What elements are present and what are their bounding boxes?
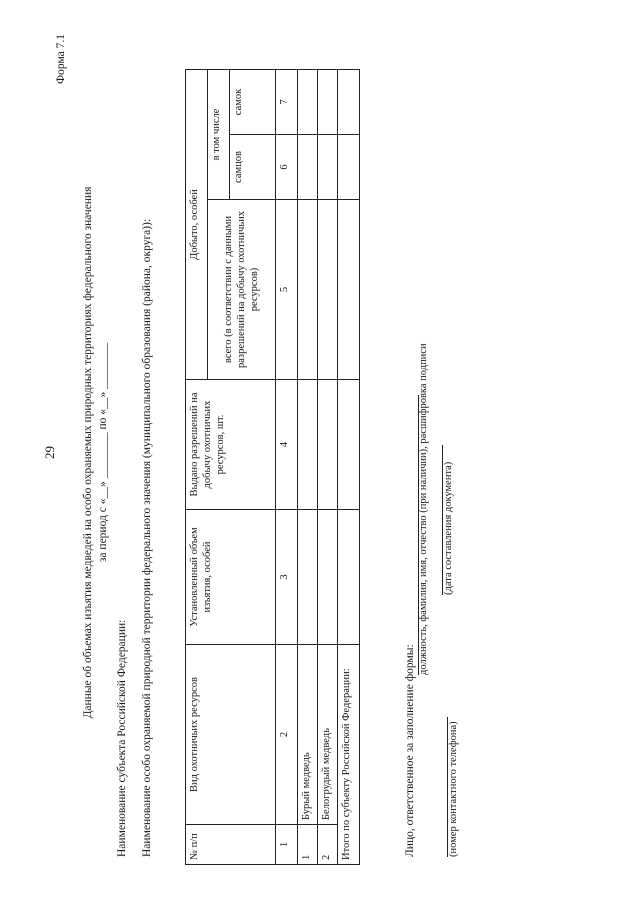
table-row xyxy=(298,69,318,864)
column-number: 5 xyxy=(276,200,298,380)
responsible-label: Лицо, ответственное за заполнение формы: xyxy=(404,644,416,857)
header-permits: Выдано разрешений на добычу охотничьих ресурсов, шт. xyxy=(186,380,276,510)
cell-empty xyxy=(338,135,360,200)
period-line: за период с «__» ________ по «__» ________ xyxy=(97,342,109,563)
cell-empty xyxy=(298,200,318,380)
column-number: 7 xyxy=(276,69,298,134)
header-species: Вид охотничьих ресурсов xyxy=(186,645,276,825)
harvest-table xyxy=(185,69,360,865)
header-number: № п/п xyxy=(186,825,276,865)
cell-empty xyxy=(298,510,318,645)
row-number: 2 xyxy=(318,825,338,865)
row-number: 1 xyxy=(298,825,318,865)
header-volume: Установленный объем изъятия, особей xyxy=(186,510,276,645)
column-number: 2 xyxy=(276,645,298,825)
page-number: 29 xyxy=(42,446,57,459)
column-number: 1 xyxy=(276,825,298,865)
row-species: Белогрудый медведь xyxy=(318,645,338,825)
column-number: 4 xyxy=(276,380,298,510)
cell-empty xyxy=(318,200,338,380)
document-title: Данные об объемах изъятия медведей на особо охраняемых природных территориях федерального значения xyxy=(82,186,94,719)
header-males: самцов xyxy=(230,135,276,200)
column-number: 6 xyxy=(276,135,298,200)
header-total: всего (в соответствии с данными разрешений на добычу охотничьих ресурсов) xyxy=(208,200,276,380)
date-caption: (дата составления документа) xyxy=(443,461,454,595)
table-row xyxy=(318,69,338,864)
territory-label: Наименование особо охраняемой природной территории федерального значения (муниципального образования (района, округа)): xyxy=(141,218,153,857)
cell-empty xyxy=(318,510,338,645)
cell-empty xyxy=(318,69,338,134)
total-label: Итого по субъекту Российской Федерации: xyxy=(338,645,360,865)
cell-empty xyxy=(338,69,360,134)
cell-empty xyxy=(298,135,318,200)
header-including: в том числе xyxy=(208,69,230,199)
signature-caption: должность, фамилия, имя, отчество (при наличии), расшифровка подписи xyxy=(418,343,429,675)
cell-empty xyxy=(318,380,338,510)
subject-label: Наименование субъекта Российской Федерации: xyxy=(116,619,128,857)
cell-empty xyxy=(318,135,338,200)
header-females: самок xyxy=(230,69,276,134)
column-number: 3 xyxy=(276,510,298,645)
header-harvested: Добыто, особей xyxy=(186,69,208,379)
row-species: Бурый медведь xyxy=(298,645,318,825)
phone-caption: (номер контактного телефона) xyxy=(448,721,459,857)
cell-empty xyxy=(338,510,360,645)
total-row xyxy=(338,69,360,864)
cell-empty xyxy=(298,69,318,134)
cell-empty xyxy=(298,380,318,510)
cell-empty xyxy=(338,200,360,380)
cell-empty xyxy=(338,380,360,510)
form-number: Форма 7.1 xyxy=(55,34,67,84)
